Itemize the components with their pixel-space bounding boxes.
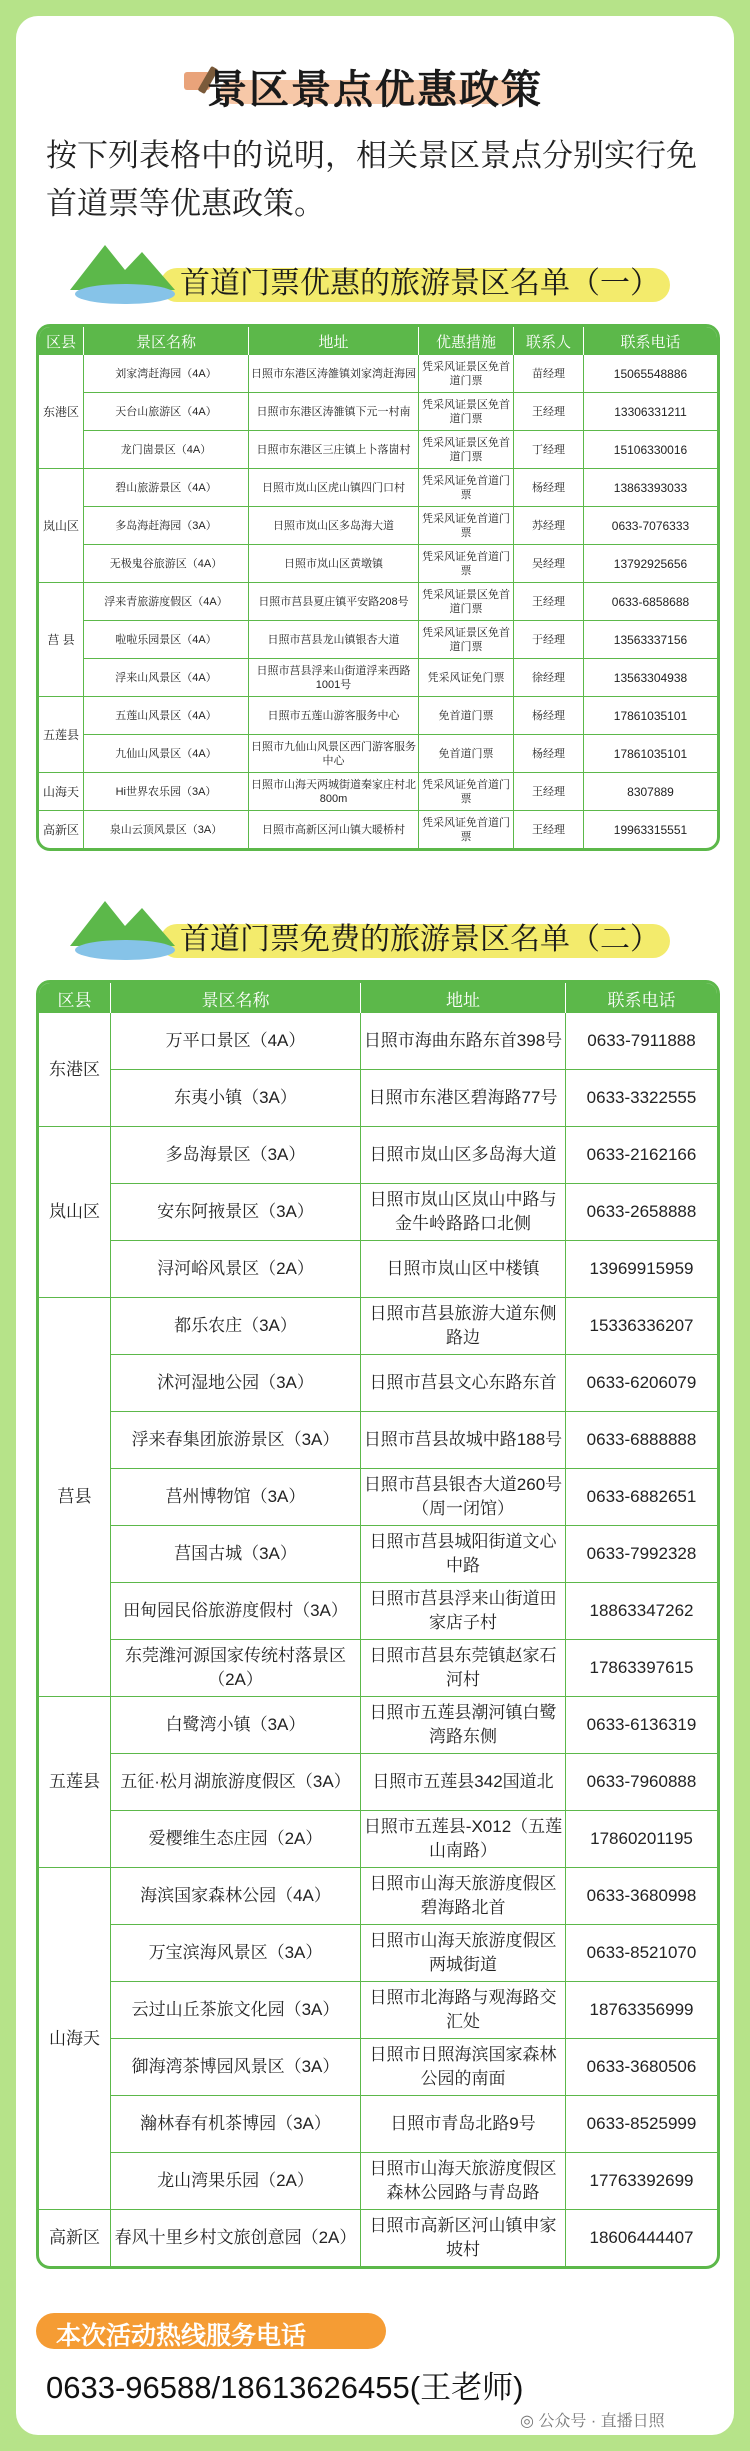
mountain-icon <box>70 230 180 310</box>
name-cell: 多岛海景区（3A） <box>111 1127 361 1184</box>
phone-cell: 0633-6888888 <box>566 1412 717 1469</box>
measure-cell: 凭采风证免首道门票 <box>419 811 514 848</box>
table-row <box>39 1412 717 1469</box>
addr-cell: 日照市岚山区岚山中路与金牛岭路路口北侧 <box>361 1184 566 1241</box>
table-row <box>39 697 717 735</box>
name-cell: 白鹭湾小镇（3A） <box>111 1697 361 1754</box>
contact-cell: 徐经理 <box>514 659 584 697</box>
phone-cell: 0633-6206079 <box>566 1355 717 1412</box>
column-header: 区县 <box>39 327 84 355</box>
table-row <box>39 1982 717 2039</box>
name-cell: 龙门崮景区（4A） <box>84 431 249 469</box>
name-cell: 莒州博物馆（3A） <box>111 1469 361 1526</box>
contact-cell: 杨经理 <box>514 735 584 773</box>
addr-cell: 日照市莒县浮来山街道田家店子村 <box>361 1583 566 1640</box>
page-title: 景区景点优惠政策 <box>207 68 543 112</box>
column-header: 景区名称 <box>84 327 249 355</box>
addr-cell: 日照市山海天旅游度假区碧海路北首 <box>361 1868 566 1925</box>
district-cell: 岚山区 <box>39 1127 111 1298</box>
table-row <box>39 1298 717 1355</box>
watermark <box>520 2408 665 2431</box>
phone-cell: 15336336207 <box>566 1298 717 1355</box>
district-cell: 高新区 <box>39 811 84 848</box>
table-row <box>39 1640 717 1697</box>
table-row <box>39 1469 717 1526</box>
free-table <box>36 980 720 2269</box>
phone-cell: 18763356999 <box>566 1982 717 2039</box>
table-row <box>39 1184 717 1241</box>
name-cell: 浮来春集团旅游景区（3A） <box>111 1412 361 1469</box>
table-row <box>39 2210 717 2266</box>
district-cell: 高新区 <box>39 2210 111 2266</box>
table-row <box>39 1868 717 1925</box>
table-row <box>39 1754 717 1811</box>
name-cell: 田甸园民俗旅游度假村（3A） <box>111 1583 361 1640</box>
name-cell: 春风十里乡村文旅创意园（2A） <box>111 2210 361 2266</box>
table-row <box>39 1583 717 1640</box>
name-cell: 天台山旅游区（4A） <box>84 393 249 431</box>
addr-cell: 日照市日照海滨国家森林公园的南面 <box>361 2039 566 2096</box>
name-cell: 海滨国家森林公园（4A） <box>111 1868 361 1925</box>
phone-cell: 13969915959 <box>566 1241 717 1298</box>
phone-cell: 0633-8521070 <box>566 1925 717 1982</box>
name-cell: 五征·松月湖旅游度假区（3A） <box>111 1754 361 1811</box>
contact-cell: 苏经理 <box>514 507 584 545</box>
hotline-number[interactable]: 0633-96588/18613626455(王老师) <box>46 2370 524 2405</box>
phone-cell: 0633-7992328 <box>566 1526 717 1583</box>
addr-cell: 日照市莒县龙山镇银杏大道 <box>249 621 419 659</box>
addr-cell: 日照市莒县旅游大道东侧路边 <box>361 1298 566 1355</box>
measure-cell: 凭采风证景区免首道门票 <box>419 621 514 659</box>
name-cell: 万宝滨海风景区（3A） <box>111 1925 361 1982</box>
section1-title: 首道门票优惠的旅游景区名单（一） <box>180 267 660 300</box>
phone-cell: 17861035101 <box>584 735 717 773</box>
phone-cell: 0633-6858688 <box>584 583 717 621</box>
addr-cell: 日照市山海天旅游度假区两城街道 <box>361 1925 566 1982</box>
addr-cell: 日照市莒县文心东路东首 <box>361 1355 566 1412</box>
measure-cell: 免首道门票 <box>419 735 514 773</box>
phone-cell: 13306331211 <box>584 393 717 431</box>
phone-cell: 0633-3322555 <box>566 1070 717 1127</box>
contact-cell: 丁经理 <box>514 431 584 469</box>
addr-cell: 日照市岚山区多岛海大道 <box>249 507 419 545</box>
name-cell: 云过山丘茶旅文化园（3A） <box>111 1982 361 2039</box>
measure-cell: 凭采风证免首道门票 <box>419 545 514 583</box>
name-cell: 莒国古城（3A） <box>111 1526 361 1583</box>
measure-cell: 凭采风证免门票 <box>419 659 514 697</box>
section2-header <box>70 904 690 964</box>
name-cell: 多岛海赶海园（3A） <box>84 507 249 545</box>
table-row <box>39 431 717 469</box>
district-cell: 东港区 <box>39 355 84 469</box>
table-row <box>39 659 717 697</box>
table-row <box>39 469 717 507</box>
phone-cell: 0633-3680998 <box>566 1868 717 1925</box>
addr-cell: 日照市高新区河山镇申家坡村 <box>361 2210 566 2266</box>
contact-cell: 王经理 <box>514 393 584 431</box>
phone-cell: 17763392699 <box>566 2153 717 2210</box>
phone-cell: 13792925656 <box>584 545 717 583</box>
measure-cell: 凭采风证景区免首道门票 <box>419 355 514 393</box>
phone-cell: 13563337156 <box>584 621 717 659</box>
phone-cell: 15106330016 <box>584 431 717 469</box>
contact-cell: 杨经理 <box>514 697 584 735</box>
name-cell: 东夷小镇（3A） <box>111 1070 361 1127</box>
watermark-text: 公众号 · 直播日照 <box>538 2413 665 2430</box>
phone-cell: 13863393033 <box>584 469 717 507</box>
measure-cell: 免首道门票 <box>419 697 514 735</box>
addr-cell: 日照市高新区河山镇大暖桥村 <box>249 811 419 848</box>
table-row <box>39 355 717 393</box>
table-row <box>39 1925 717 1982</box>
addr-cell: 日照市九仙山风景区西门游客服务中心 <box>249 735 419 773</box>
phone-cell: 17861035101 <box>584 697 717 735</box>
addr-cell: 日照市岚山区虎山镇四门口村 <box>249 469 419 507</box>
name-cell: 龙山湾果乐园（2A） <box>111 2153 361 2210</box>
addr-cell: 日照市莒县浮来山街道浮来西路1001号 <box>249 659 419 697</box>
table-header-row <box>39 983 717 1013</box>
name-cell: 万平口景区（4A） <box>111 1013 361 1070</box>
addr-cell: 日照市东港区涛雒镇刘家湾赶海园 <box>249 355 419 393</box>
measure-cell: 凭采风证景区免首道门票 <box>419 583 514 621</box>
addr-cell: 日照市莒县银杏大道260号（周一闭馆） <box>361 1469 566 1526</box>
table-row <box>39 1127 717 1184</box>
section1-header <box>70 248 690 308</box>
phone-cell: 18606444407 <box>589 2228 694 2247</box>
district-cell: 山海天 <box>39 773 84 811</box>
name-cell: 浮来山风景区（4A） <box>84 659 249 697</box>
wechat-icon: ◎ <box>520 2413 539 2430</box>
phone-cell: 18863347262 <box>566 1583 717 1640</box>
table-row <box>39 1697 717 1754</box>
phone-cell: 17863397615 <box>566 1640 717 1697</box>
contact-cell: 于经理 <box>514 621 584 659</box>
table-row <box>39 507 717 545</box>
name-cell: 东莞潍河源国家传统村落景区（2A） <box>111 1640 361 1697</box>
addr-cell: 日照市莒县故城中路188号 <box>361 1412 566 1469</box>
addr-cell: 日照市岚山区中楼镇 <box>361 1241 566 1298</box>
contact-cell: 王经理 <box>514 583 584 621</box>
table-row <box>39 621 717 659</box>
table-row <box>39 1811 717 1868</box>
addr-cell: 日照市五莲山游客服务中心 <box>249 697 419 735</box>
column-header: 联系人 <box>514 327 584 355</box>
name-cell: 泉山云顶风景区（3A） <box>84 811 249 848</box>
contact-cell: 苗经理 <box>514 355 584 393</box>
table-row <box>39 735 717 773</box>
name-cell: 都乐农庄（3A） <box>111 1298 361 1355</box>
title-block <box>150 54 600 112</box>
phone-cell: 0633-2658888 <box>566 1184 717 1241</box>
name-cell: 碧山旅游景区（4A） <box>84 469 249 507</box>
addr-cell: 日照市五莲县潮河镇白鹭湾路东侧 <box>361 1697 566 1754</box>
table-row <box>39 811 717 848</box>
addr-cell: 日照市五莲县-X012（五莲山南路） <box>361 1811 566 1868</box>
discount-table <box>36 324 720 851</box>
phone-cell: 0633-8525999 <box>566 2096 717 2153</box>
phone-cell: 8307889 <box>584 773 717 811</box>
addr-cell: 日照市东港区碧海路77号 <box>361 1070 566 1127</box>
name-cell: 沭河湿地公园（3A） <box>111 1355 361 1412</box>
name-cell: 九仙山风景区（4A） <box>84 735 249 773</box>
addr-cell: 日照市山海天旅游度假区森林公园路与青岛路 <box>361 2153 566 2210</box>
name-cell: 安东阿掖景区（3A） <box>111 1184 361 1241</box>
name-cell: 瀚林春有机茶博园（3A） <box>111 2096 361 2153</box>
table-row <box>39 393 717 431</box>
measure-cell: 凭采风证免首道门票 <box>419 773 514 811</box>
table-row <box>39 2153 717 2210</box>
table-row <box>39 1241 717 1298</box>
measure-cell: 凭采风证景区免首道门票 <box>419 431 514 469</box>
addr-cell: 日照市莒县东莞镇赵家石河村 <box>361 1640 566 1697</box>
contact-cell: 吴经理 <box>514 545 584 583</box>
phone-cell: 0633-6882651 <box>566 1469 717 1526</box>
phone-cell: 0633-7911888 <box>566 1013 717 1070</box>
addr-cell: 日照市海曲东路东首398号 <box>361 1013 566 1070</box>
name-cell: Hi世界农乐园（3A） <box>84 773 249 811</box>
column-header: 区县 <box>39 983 111 1013</box>
district-cell: 莒县 <box>39 1298 111 1697</box>
contact-cell: 杨经理 <box>514 469 584 507</box>
hotline-label: 本次活动热线服务电话 <box>56 2322 307 2350</box>
column-header: 景区名称 <box>111 983 361 1013</box>
addr-cell: 日照市莒县夏庄镇平安路208号 <box>249 583 419 621</box>
table-row <box>39 1355 717 1412</box>
phone-cell: 0633-3680506 <box>566 2039 717 2096</box>
district-cell: 五莲县 <box>39 697 84 773</box>
contact-cell: 王经理 <box>514 811 584 848</box>
phone-cell: 0633-2162166 <box>566 1127 717 1184</box>
intro-text: 按下列表格中的说明，相关景区景点分别实行免首道票等优惠政策。 <box>46 138 697 221</box>
name-cell: 五莲山风景区（4A） <box>84 697 249 735</box>
measure-cell: 凭采风证免首道门票 <box>419 507 514 545</box>
table-row <box>39 773 717 811</box>
table-row <box>39 1526 717 1583</box>
column-header: 联系电话 <box>584 327 717 355</box>
addr-cell: 日照市北海路与观海路交汇处 <box>361 1982 566 2039</box>
phone-cell: 13563304938 <box>584 659 717 697</box>
name-cell: 无极鬼谷旅游区（4A） <box>84 545 249 583</box>
name-cell: 刘家湾赶海园（4A） <box>84 355 249 393</box>
name-cell: 爱樱维生态庄园（2A） <box>111 1811 361 1868</box>
phone-cell: 19963315551 <box>613 822 688 837</box>
table-row <box>39 2096 717 2153</box>
phone-cell: 0633-6136319 <box>566 1697 717 1754</box>
table-header-row <box>39 327 717 355</box>
phone-cell: 15065548886 <box>584 355 717 393</box>
phone-cell: 17860201195 <box>566 1811 717 1868</box>
column-header: 地址 <box>249 327 419 355</box>
name-cell: 御海湾茶博园风景区（3A） <box>111 2039 361 2096</box>
addr-cell: 日照市五莲县342国道北 <box>361 1754 566 1811</box>
phone-cell: 0633-7960888 <box>566 1754 717 1811</box>
addr-cell: 日照市山海天两城街道秦家庄村北800m <box>249 773 419 811</box>
column-header: 联系电话 <box>566 983 717 1013</box>
name-cell: 浮来青旅游度假区（4A） <box>84 583 249 621</box>
name-cell: 浔河峪风景区（2A） <box>111 1241 361 1298</box>
table-row <box>39 2039 717 2096</box>
addr-cell: 日照市岚山区黄墩镇 <box>249 545 419 583</box>
district-cell: 岚山区 <box>39 469 84 583</box>
addr-cell: 日照市东港区三庄镇上卜落崮村 <box>249 431 419 469</box>
measure-cell: 凭采风证免首道门票 <box>419 469 514 507</box>
table-row <box>39 545 717 583</box>
phone-cell: 0633-7076333 <box>584 507 717 545</box>
mountain-icon <box>70 886 180 966</box>
measure-cell: 凭采风证景区免首道门票 <box>419 393 514 431</box>
section2-title: 首道门票免费的旅游景区名单（二） <box>180 923 660 956</box>
addr-cell: 日照市岚山区多岛海大道 <box>361 1127 566 1184</box>
name-cell: 啦啦乐园景区（4A） <box>84 621 249 659</box>
table-row <box>39 583 717 621</box>
district-cell: 山海天 <box>39 1868 111 2210</box>
addr-cell: 日照市东港区涛雒镇下元一村南 <box>249 393 419 431</box>
district-cell: 东港区 <box>39 1013 111 1127</box>
addr-cell: 日照市莒县城阳街道文心中路 <box>361 1526 566 1583</box>
district-cell: 五莲县 <box>39 1697 111 1868</box>
column-header: 优惠措施 <box>419 327 514 355</box>
table-row <box>39 1070 717 1127</box>
addr-cell: 日照市青岛北路9号 <box>361 2096 566 2153</box>
column-header: 地址 <box>361 983 566 1013</box>
contact-cell: 王经理 <box>514 773 584 811</box>
table-row <box>39 1013 717 1070</box>
district-cell: 莒 县 <box>39 583 84 697</box>
